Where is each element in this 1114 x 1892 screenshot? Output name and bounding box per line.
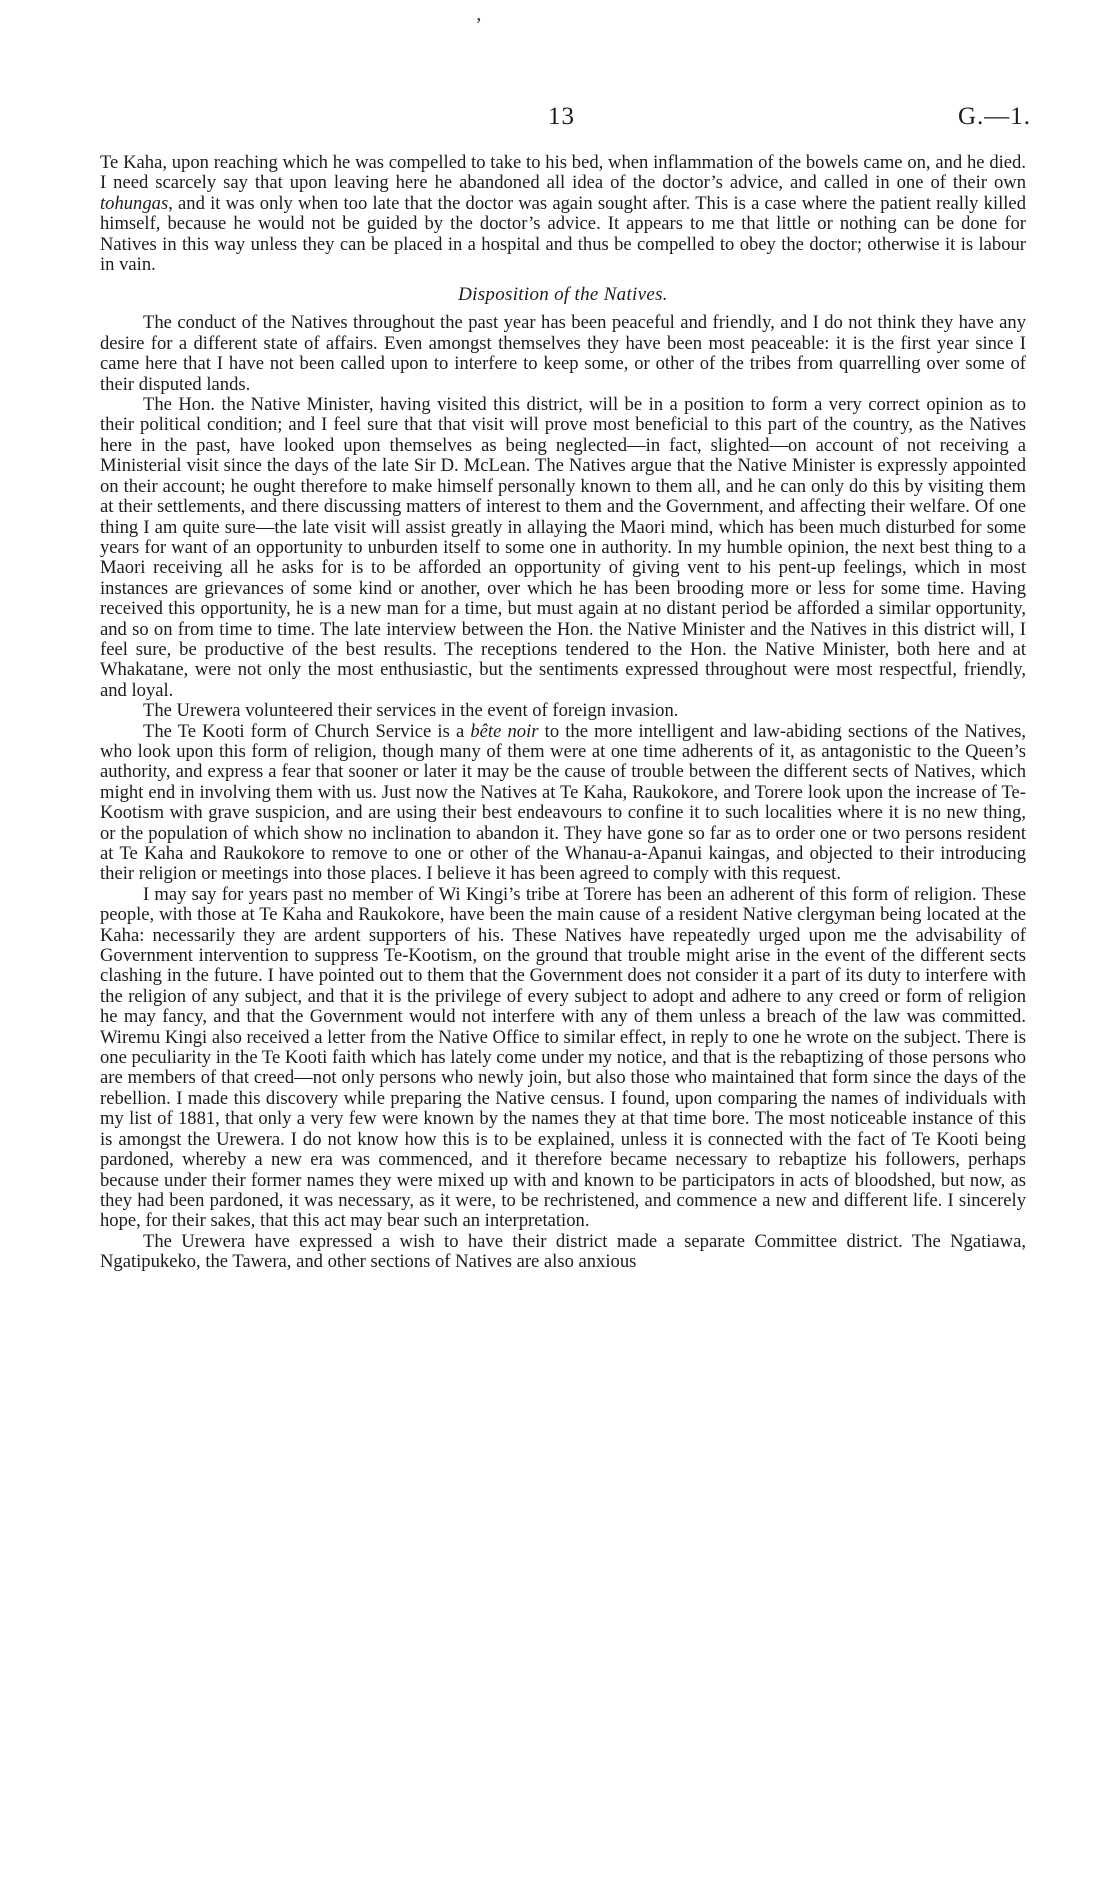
section-heading: Disposition of the Natives. bbox=[458, 284, 668, 306]
paragraph-conduct: The conduct of the Natives throughout the past year has been peaceful and friendly, and I do not think they have any desire for a different state of affairs. Even amongst themselves they have been most peaceable: it is the first year since I came here that I have not been called upon to interfere to keep some, or other of the tribes from quarrelling over some of their disputed lands. bbox=[100, 312, 1026, 395]
paragraph-urewera-volunteered: The Urewera volunteered their services in the event of foreign invasion. bbox=[143, 700, 679, 722]
body-text bbox=[100, 153, 1026, 1273]
document-reference: G.—1. bbox=[957, 103, 1031, 130]
paragraph-te-kooti-service: The Te Kooti form of Church Service is a bête noir to the more intelligent and law-abiding sections of the Natives, who look upon this form of religion, though many of them were at one time adherents of it, as antagonistic to the Queen’s authority, and express a fear that sooner or later it may be the cause of trouble between the different sects of Natives, which might end in involving them with us. Just now the Natives at Te Kaha, Raukokore, and Torere look upon the increase of Te-Kootism with grave suspicion, and are using their best endeavours to confine it to such localities where it is no new thing, or the population of which show no inclination to abandon it. They have gone so far as to order one or two persons resident at Te Kaha and Raukokore to remove to one or other of the Whanau-a-Apanui kaingas, and objected to their introducing their religion or meetings into those places. I believe it has been agreed to comply with this request. bbox=[100, 720, 1026, 885]
page-number: 13 bbox=[548, 103, 575, 130]
stray-mark: ’ bbox=[474, 14, 481, 36]
paragraph-continuation: Te Kaha, upon reaching which he was compelled to take to his bed, when inflammation of the bowels came on, and he died. I need scarcely say that upon leaving here he abandoned all idea of the doctor’s advice, and called in one of their own tohungas, and it was only when too late that the doctor was again sought after. This is a case where the patient really killed himself, because he would not be guided by the doctor’s advice. It appears to me that little or nothing can be done for Natives in this way unless they can be placed in a hospital and thus be compelled to obey the doctor; otherwise it is labour in vain. bbox=[100, 152, 1026, 276]
paragraph-committee-district: The Urewera have expressed a wish to have their district made a separate Committee district. The Ngatiawa, Ngatipukeko, the Tawera, and other sections of Natives are also anxious bbox=[100, 1230, 1026, 1273]
paragraph-religion: I may say for years past no member of Wi Kingi’s tribe at Torere has been an adherent of this form of religion. These people, with those at Te Kaha and Raukokore, have been the main cause of a resident Native clergyman being located at the Kaha: necessarily they are ardent supporters of his. These Natives have repeatedly urged upon me the advisability of Government intervention to suppress Te-Kootism, on the ground that trouble might arise in the event of the different sects clashing in the future. I have pointed out to them that the Government does not consider it a part of its duty to interfere with the religion of any subject, and that it is the privilege of every subject to adopt and adhere to any creed or form of religion he may fancy, and that the Government would not interfere with any of them unless a breach of the law was committed. Wiremu Kingi also received a letter from the Native Office to similar effect, in reply to one he wrote on the subject. There is one peculiarity in the Te Kooti faith which has lately come under my notice, and that is the rebaptizing of those persons who are members of that creed—not only persons who newly join, but also those who maintained that form since the days of the rebellion. I made this discovery while preparing the Native census. I found, upon comparing the names of individuals with my list of 1881, that only a very few were known by the names they at that time bore. The most noticeable instance of this is amongst the Urewera. I do not know how this is to be explained, unless it is connected with the fact of Te Kooti being pardoned, whereby a new era was commenced, and it therefore became necessary to rebaptize his followers, perhaps because under their former names they were mixed up with and known to be participators in acts of bloodshed, but now, as they had been pardoned, it was necessary, as it were, to be rechristened, and commence a new and different life. I sincerely hope, for their sakes, that this act may bear such an interpretation. bbox=[100, 883, 1026, 1232]
paragraph-minister-visit: The Hon. the Native Minister, having visited this district, will be in a position to form a very correct opinion as to their political condition; and I feel sure that that visit will prove most beneficial to this part of the country, as the Natives here in the past, have looked upon themselves as being neglected—in fact, slighted—on account of not receiving a Ministerial visit since the days of the late Sir D. McLean. The Natives argue that the Native Minister is expressly appointed on their account; he ought therefore to make himself personally known to them all, and he can only do this by visiting them at their settlements, and there discussing matters of interest to them and the Government, and affecting their welfare. Of one thing I am quite sure—the late visit will assist greatly in allaying the Maori mind, which has been much disturbed for some years for want of an opportunity to unburden itself to some one in authority. In my humble opinion, the next best thing to a Maori receiving all he asks for is to be afforded an opportunity of giving vent to his pent-up feelings, which in most instances are grievances of some kind or another, over which he has been brooding more or less for some time. Having received this opportunity, he is a new man for a time, but must again at no distant period be afforded a similar opportunity, and so on from time to time. The late interview between the Hon. the Native Minister and the Natives in this district will, I feel sure, be productive of the best results. The receptions tendered to the Hon. the Native Minister, both here and at Whakatane, were not only the most enthusiastic, but the sentiments expressed throughout were most respectful, friendly, and loyal. bbox=[100, 394, 1026, 701]
